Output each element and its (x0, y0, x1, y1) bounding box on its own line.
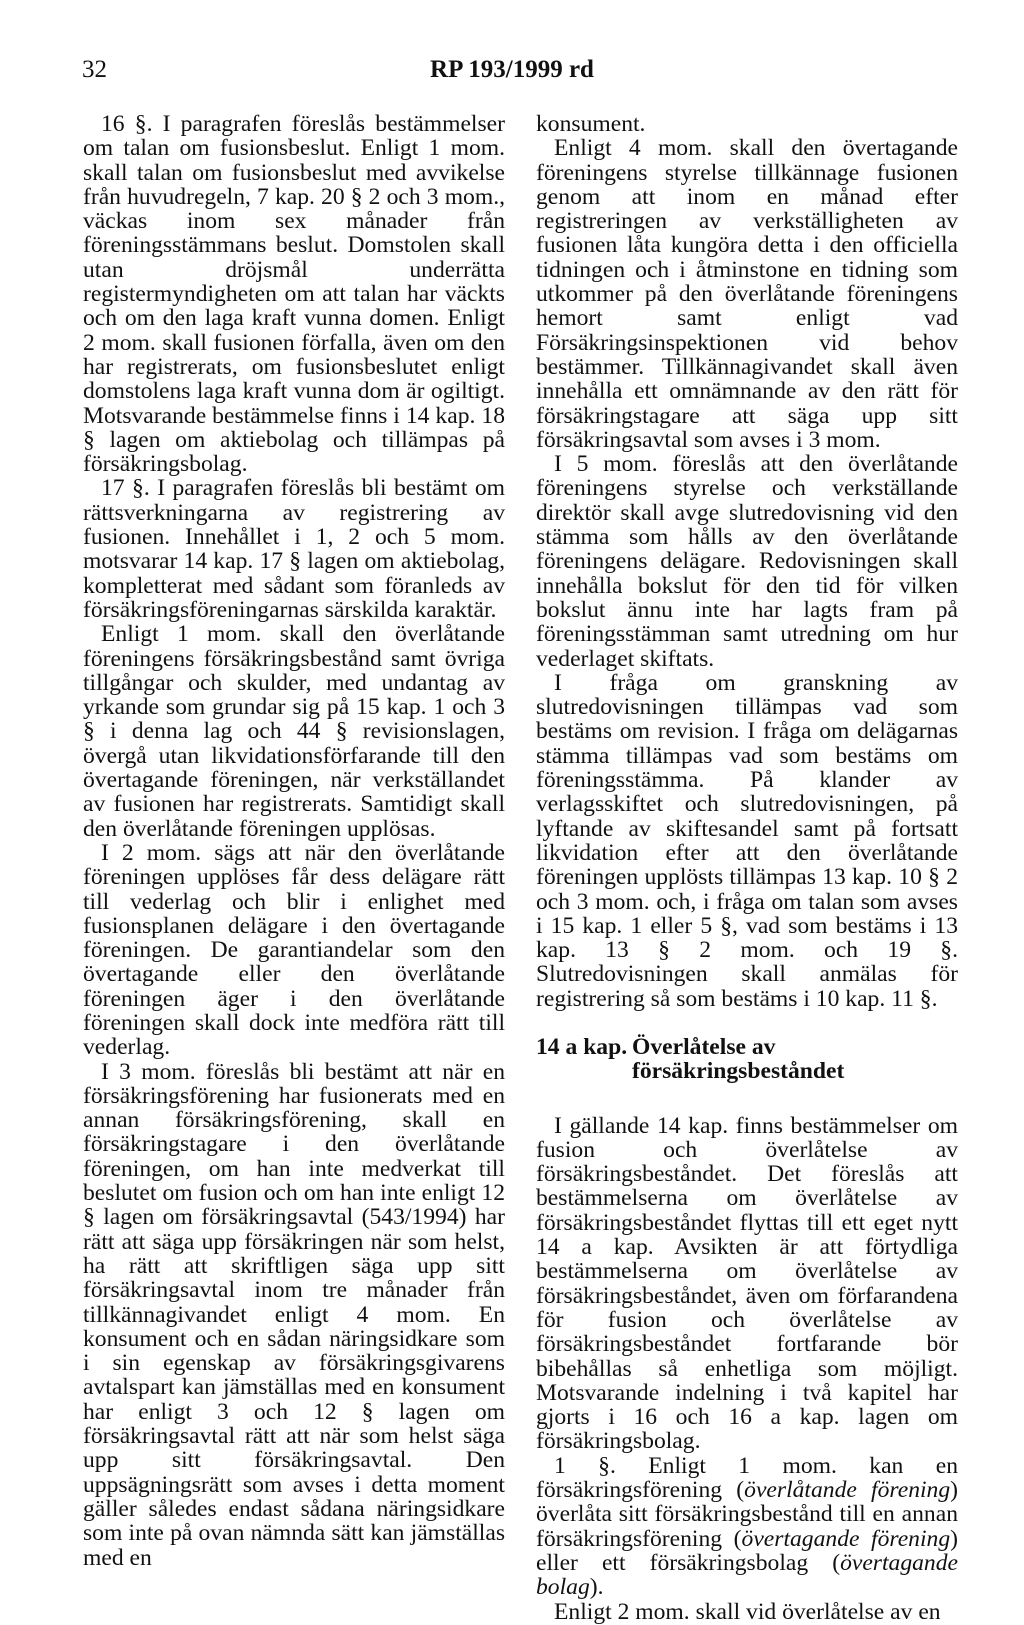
paragraph-1-mom-2: Enligt 2 mom. skall vid överlåtelse av en (554, 1598, 941, 1625)
running-title: RP 193/1999 rd (430, 56, 594, 83)
left-column (83, 112, 505, 1570)
paragraph-17-mom-4: Enligt 4 mom. skall den övertagande föreningens styrelse tillkännage fusionen genom att inom en månad efter registreringen av verkställigheten av fusionen låta kungöra detta i den officiella tidningen och i åtminstone en tidning som utkommer på den överlåtande föreningens hemort samt enligt vad Försäkringsinspektionen vid behov bestämmer. Tillkännagivandet skall även innehålla ett omnämnande av den rätt för försäkringstagare att säga upp sitt försäkringsavtal som avses i 3 mom. (536, 135, 958, 453)
paragraph-17-mom-1: Enligt 1 mom. skall den överlåtande föreningens försäkringsbestånd samt övriga tillgångar och skulder, med undantag av yrkande som grundar sig på 15 kap. 1 och 3 § i denna lag och 44 § revisionslagen, övergå utan likvidationsförfarande till den övertagande föreningen, när verkställandet av fusionen har registrerats. Samtidigt skall den överlåtande föreningen upplösas. (83, 621, 505, 842)
chapter-heading (536, 1035, 958, 1084)
page-number: 32 (82, 56, 107, 83)
paragraph-1-text-c: ) eller ett försäkringsbolag ( (536, 1525, 958, 1576)
right-column (536, 112, 958, 1624)
chapter-intro: I gällande 14 kap. finns bestämmelser om fusion och överlåtelse av försäkringsbeståndet. Det föreslås att bestämmelserna om överlåtelse av försäkringsbeståndet flyttas till ett eget nytt 14 a kap. Avsikten är att förtydliga bestämmelserna om överlåtelse av försäkringsbeståndet, även om förfarandena för fusion och överlåtelse av försäkringsbeståndet fortfarande bör bibehållas så enhetliga som möjligt. Motsvarande indelning i två kapitel har gjorts i 16 och 16 a kap. lagen om försäkringsbolag. (536, 1112, 958, 1455)
chapter-number: 14 a kap. (536, 1033, 628, 1060)
paragraph-17-review: I fråga om granskning av slutredovisningen tillämpas vad som bestäms om revision. I fråga om delägarnas stämma tillämpas vad som bestäms om föreningsstämma. På klander av verlagsskiftet och slutredovisningen, på lyftande av skiftesandel samt på fortsatt likvidation efter att den överlåtande föreningen upplösts tillämpas 13 kap. 10 § 2 och 3 mom. och, i fråga om talan som avses i 15 kap. 1 eller 5 §, vad som bestäms i 13 kap. 13 § 2 mom. och 19 §. Slutredovisningen skall anmälas för registrering så som bestäms i 10 kap. 11 §. (536, 669, 958, 1012)
term-overtagande-forening: övertagande förening (741, 1525, 951, 1552)
paragraph-1-text-d: ). (589, 1574, 604, 1601)
paragraph-17-mom-2: I 2 mom. sägs att när den överlåtande föreningen upplöses får dess delägare rätt till vederlag och blir i enlighet med fusionsplanen delägare i den övertagande föreningen. De garantiandelar som den övertagande eller den överlåtande föreningen äger i den överlåtande föreningen skall dock inte medföra rätt till vederlag. (83, 839, 505, 1061)
term-overtagande-bolag: övertagande bolag (536, 1549, 958, 1601)
paragraph-1 (536, 1454, 958, 1600)
paragraph-1-text-a: 1 §. Enligt 1 mom. kan en försäkringsförening ( (536, 1452, 958, 1504)
paragraph-17-mom-5: I 5 mom. föreslås att den överlåtande föreningens styrelse och verkställande direktör skall avge slutredovisning vid den stämma som hålls av den överlåtande föreningens delägare. Redovisningen skall innehålla bokslut för den tid för vilken bokslut ännu inte har lagts fram på föreningsstämman samt utredning om hur vederlaget skiftats. (536, 451, 958, 672)
paragraph-16: 16 §. I paragrafen föreslås bestämmelser om talan om fusionsbeslut. Enligt 1 mom. skall talan om fusionsbeslut med avvikelse från huvudregeln, 7 kap. 20 § 2 och 3 mom., väckas inom sex månader från föreningsstämmans beslut. Domstolen skall utan dröjsmål underrätta registermyndigheten om att talan har väckts och om den laga kraft vunna domen. Enligt 2 mom. skall fusionen förfalla, även om den har registrerats, om fusionsbeslutet enligt domstolens laga kraft vunna dom är ogiltigt. Motsvarande bestämmelse finns i 14 kap. 18 § lagen om aktiebolag och tillämpas på försäkringsbolag. (83, 111, 505, 478)
paragraph-continuation: konsument. (536, 111, 646, 137)
paragraph-17-mom-3: I 3 mom. föreslås bli bestämt att när en försäkringsförening har fusionerats med en annan försäkringsförening, skall en försäkringstagare i den överlåtande föreningen, om han inte medverkat till beslutet om fusion och om han inte enligt 12 § lagen om försäkringsavtal (543/1994) har rätt att säga upp försäkringen när som helst, ha rätt att skriftligen säga upp sitt försäkringsavtal inom tre månader från tillkännagivandet enligt 4 mom. En konsument och en sådan näringsidkare som i sin egenskap av försäkringsgivarens avtalspart kan jämställas med en konsument har enligt 3 och 12 § lagen om försäkringsavtal rätt att när som helst säga upp sitt försäkringsavtal. Den uppsägningsrätt som avses i detta moment gäller således endast sådana näringsidkare som inte på ovan nämnda sätt kan jämställas med en (83, 1058, 505, 1571)
paragraph-17: 17 §. I paragrafen föreslås bli bestämt om rättsverkningarna av registrering av fusionen. Innehållet i 1, 2 och 5 mom. motsvarar 14 kap. 17 § lagen om aktiebolag, kompletterat med sådant som föranleds av försäkringsföreningarnas särskilda karaktär. (83, 475, 505, 623)
chapter-title: Överlåtelse av försäkringsbeståndet (632, 1033, 845, 1085)
page-header (0, 56, 1024, 86)
paragraph-1-text-b: ) överlåta sitt försäkringsbestånd till en annan försäkringsförening ( (536, 1477, 958, 1552)
term-overlatande-forening: överlåtande förening (744, 1477, 951, 1504)
